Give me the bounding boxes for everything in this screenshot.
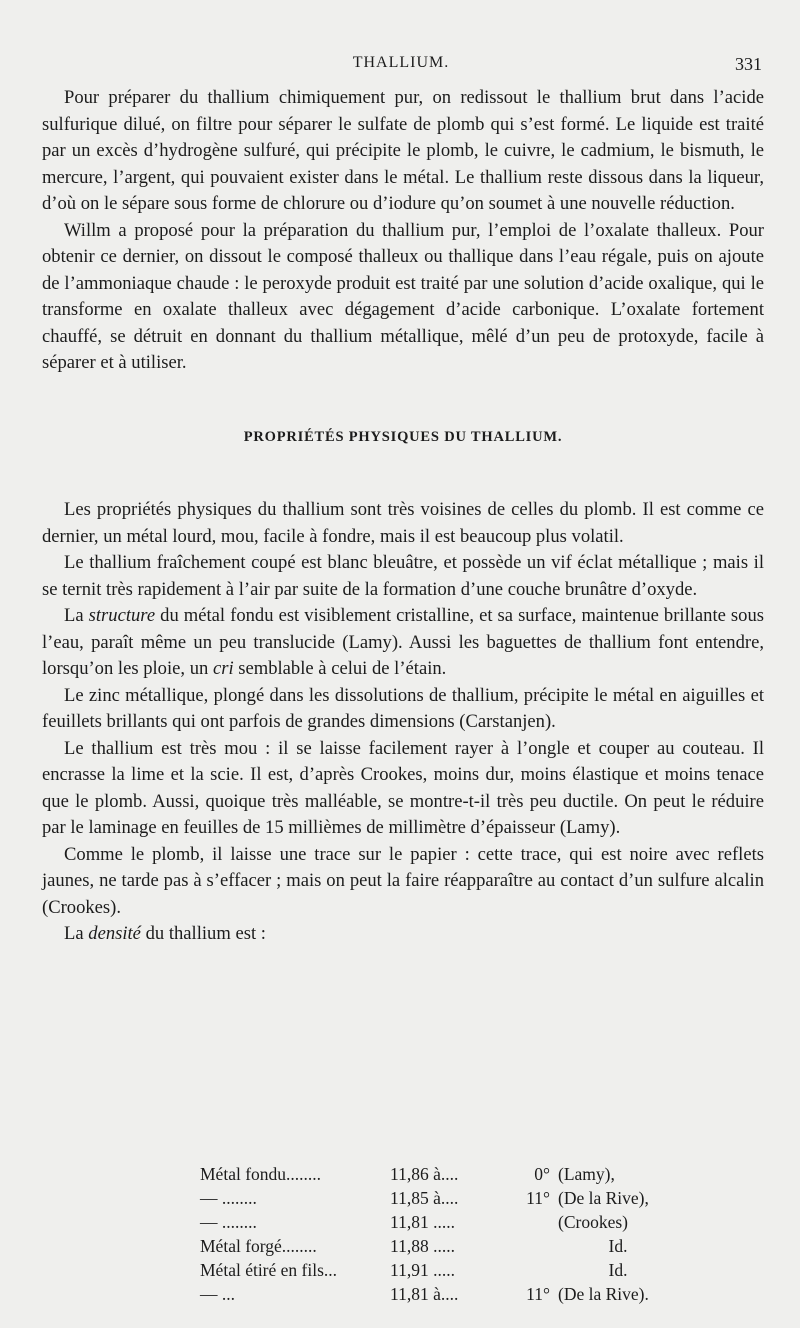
density-value: 11,86 à.... (390, 1164, 459, 1184)
section-title: PROPRIÉTÉS PHYSIQUES DU THALLIUM. (243, 428, 563, 445)
page-number: 331 (735, 54, 762, 74)
density-source: (Lamy), (558, 1164, 615, 1184)
page-body (42, 85, 764, 948)
density-value: 11,81 à.... (390, 1284, 459, 1304)
density-source: (De la Rive), (558, 1188, 649, 1208)
paragraph: Willm a proposé pour la préparation du thallium pur, l’emploi de l’oxalate thalleux. Pour obtenir ce dernier, on dissout le composé thalleux ou thallique dans l’eau régale, puis on ajoute de l’ammoniaque chaude : le peroxyde produit est traité par une solution d’acide oxalique, qui le transforme en oxalate thalleux avec dégagement d’acide carbonique. L’oxalate fortement chauffé, se détruit en donnant du thallium métallique, mêlé d’un peu de protoxyde, facile à séparer et à utiliser. (42, 219, 764, 373)
density-label: Métal forgé........ (200, 1236, 317, 1256)
density-value: 11,91 ..... (390, 1260, 455, 1280)
density-temperature: 11° (526, 1188, 550, 1208)
page-header (40, 50, 762, 78)
text-run: du thallium est : (140, 923, 266, 944)
paragraph: Le zinc métallique, plongé dans les dissolutions de thallium, précipite le métal en aiguilles et feuillets brillants qui ont parfois de grandes dimensions (Carstanjen). (42, 684, 764, 732)
density-temperature (510, 1258, 558, 1282)
density-value: 11,81 ..... (390, 1212, 455, 1232)
density-value: 11,88 ..... (390, 1236, 455, 1256)
density-source: Id. (608, 1236, 628, 1256)
paragraph: Le thallium fraîchement coupé est blanc bleuâtre, et possède un vif éclat métallique ; mais il se ternit très rapidement à l’air par suite de la formation d’une couche brunâtre d’oxyde. (42, 552, 764, 600)
density-source: Id. (608, 1260, 628, 1280)
table-row (200, 1210, 678, 1234)
table-row (200, 1234, 678, 1258)
paragraph: Comme le plomb, il laisse une trace sur le papier : cette trace, qui est noire avec reflets jaunes, ne tarde pas à s’effacer ; mais on peut la faire réapparaître au contact d’un sulfure alcalin (Crookes). (42, 843, 764, 918)
text-run: La (64, 923, 89, 944)
paragraph: Les propriétés physiques du thallium sont très voisines de celles du plomb. Il est comme ce dernier, un métal lourd, mou, facile à fondre, mais il est beaucoup plus volatil. (42, 499, 764, 547)
density-temperature (510, 1210, 558, 1234)
density-label: — ........ (200, 1212, 257, 1232)
density-temperature (510, 1234, 558, 1258)
paragraph (42, 921, 764, 948)
density-source: (Crookes) (558, 1212, 628, 1232)
density-table (200, 1162, 678, 1306)
table-row (200, 1258, 678, 1282)
text-run: semblable à celui de l’étain. (233, 658, 447, 679)
text-run: La (64, 605, 89, 626)
italic-term: cri (212, 658, 234, 679)
table-row (200, 1162, 678, 1186)
density-label: — ........ (200, 1188, 257, 1208)
italic-term: densité (88, 923, 141, 944)
table-row (200, 1186, 678, 1210)
text-run: du métal fondu est visiblement cristalline, et sa surface, maintenue brillante sous l’eau, paraît même un peu translucide (Lamy). Aussi les baguettes de thallium font entendre, lorsqu’on les ploie, un (42, 605, 764, 679)
density-label: Métal fondu........ (200, 1164, 322, 1184)
paragraph: Pour préparer du thallium chimiquement pur, on redissout le thallium brut dans l’acide sulfurique dilué, on filtre pour séparer le sulfate de plomb qui s’est formé. Le liquide est traité par un excès d’hydrogène sulfuré, qui précipite le plomb, le cuivre, le cadmium, le bismuth, le mercure, l’argent, qui pouvaient exister dans le métal. Le thallium reste dissous dans la liqueur, d’où on le sépare sous forme de chlorure ou d’iodure qu’on soumet à une nouvelle réduction. (42, 87, 764, 214)
paragraph (42, 603, 764, 683)
table-row (200, 1282, 678, 1306)
density-temperature: 11° (526, 1284, 550, 1304)
density-label: — ... (200, 1284, 235, 1304)
density-label: Métal étiré en fils... (200, 1260, 338, 1280)
density-source: (De la Rive). (558, 1284, 649, 1304)
paragraph: Le thallium est très mou : il se laisse facilement rayer à l’ongle et couper au couteau. Il encrasse la lime et la scie. Il est, d’après Crookes, moins dur, moins élastique et moins tenace que le plomb. Aussi, quoique très malléable, se montre-t-il très peu ductile. On peut le réduire par le laminage en feuilles de 15 millièmes de millimètre d’épaisseur (Lamy). (42, 737, 764, 838)
italic-term: structure (88, 605, 156, 626)
running-title: THALLIUM. (352, 54, 450, 71)
density-temperature: 0° (534, 1164, 550, 1184)
density-value: 11,85 à.... (390, 1188, 459, 1208)
